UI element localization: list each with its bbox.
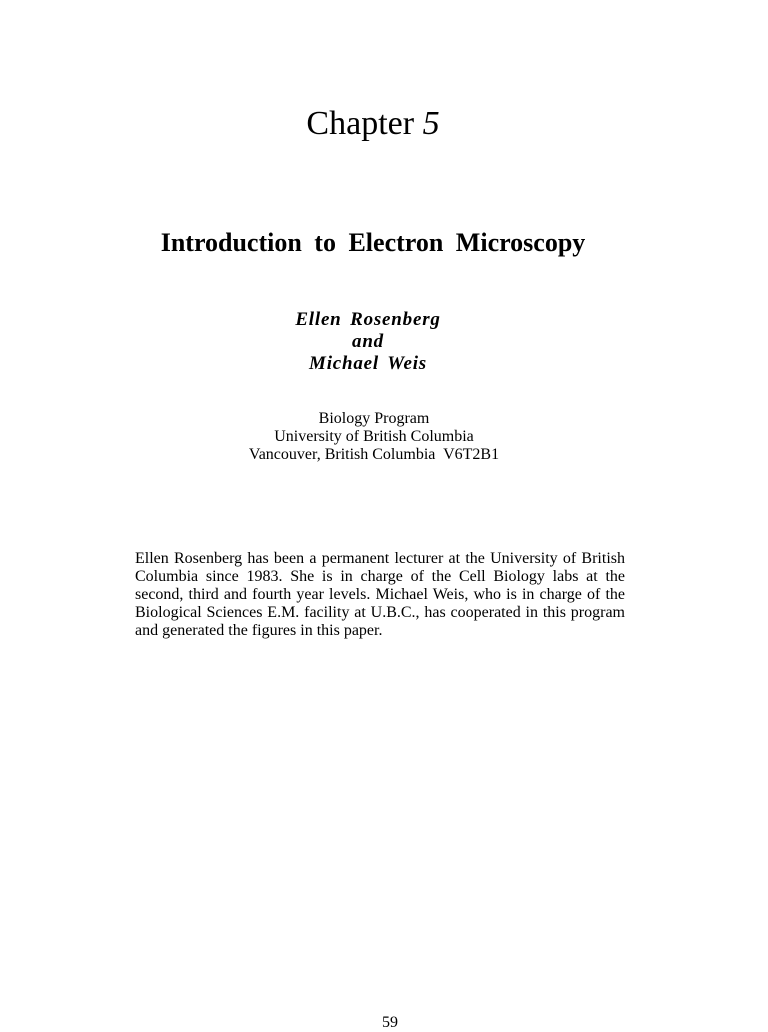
affiliation-university: University of British Columbia: [274, 428, 474, 445]
chapter-label: Chapter: [306, 105, 415, 142]
chapter-number: 5: [422, 105, 440, 142]
author-block: [0, 309, 736, 375]
affiliation-department: Biology Program: [318, 410, 430, 427]
author-conjunction: and: [352, 331, 384, 352]
page-number: 59: [382, 1014, 398, 1031]
affiliation-address: Vancouver, British Columbia V6T2B1: [248, 446, 500, 463]
chapter-heading: [0, 104, 746, 144]
author-bio-paragraph: Ellen Rosenberg has been a permanent lecturer at the University of British Columbia since 1983. She is in charge of the Cell Biology labs at the second, third and fourth year levels. Michael Weis, who is in charge of the Biological Sciences E.M. facility at U.B.C., has cooperated in this program and generated the figures in this paper.: [135, 550, 625, 639]
article-title: Introduction to Electron Microscopy: [160, 228, 586, 257]
affiliation-block: [0, 410, 748, 464]
author-first: Ellen Rosenberg: [295, 309, 441, 330]
author-second: Michael Weis: [309, 353, 427, 374]
